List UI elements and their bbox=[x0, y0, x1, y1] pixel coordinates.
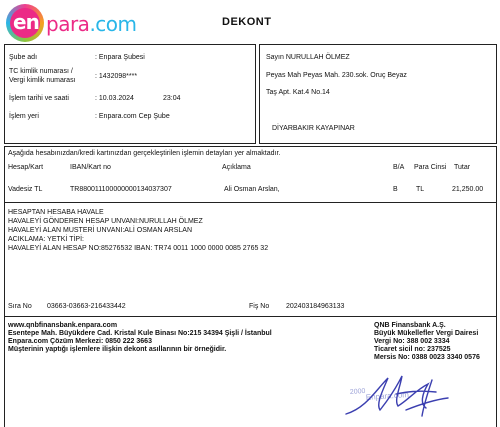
col-header-currency: Para Cinsi bbox=[414, 164, 447, 171]
logo-word: para.com bbox=[46, 12, 137, 36]
customer-address-line2: Taş Apt. Kat.4 No.14 bbox=[266, 89, 330, 96]
tax-id-value: : 1432098**** bbox=[95, 73, 138, 80]
col-header-account: Hesap/Kart bbox=[8, 164, 44, 171]
location-label: İşlem yeri bbox=[9, 113, 39, 120]
customer-greeting: Sayın NURULLAH ÖLMEZ bbox=[266, 54, 350, 61]
support-center: Enpara.com Çözüm Merkezi: 0850 222 3663 bbox=[8, 338, 152, 345]
customer-city: DİYARBAKIR KAYAPINAR bbox=[272, 125, 355, 132]
cell-amount: 21,250.00 bbox=[452, 186, 484, 193]
tax-label: Vergi kimlik numarası bbox=[9, 77, 76, 84]
bank-website: www.qnbfinansbank.enpara.com bbox=[8, 322, 118, 329]
customer-address-box bbox=[259, 44, 497, 144]
svg-text:2000: 2000 bbox=[349, 387, 366, 396]
signature-stamp bbox=[336, 370, 464, 422]
sequence-value: 03663-03663-216433442 bbox=[47, 303, 126, 310]
col-header-iban: IBAN/Kart no bbox=[70, 164, 111, 171]
cell-iban: TR880011100000000134037307 bbox=[70, 186, 172, 193]
enpara-logo bbox=[6, 4, 137, 42]
sequence-label: Sıra No bbox=[8, 303, 32, 310]
trade-registry: Ticaret sicil no: 237525 bbox=[374, 346, 451, 353]
divider bbox=[4, 316, 497, 317]
receipt-note: Müşterinin yaptığı işlemlere ilişkin dekont asıllarının bir örneğidir. bbox=[8, 346, 227, 353]
date-value: : 10.03.2024 bbox=[95, 95, 134, 102]
date-label: İşlem tarihi ve saati bbox=[9, 95, 69, 102]
col-header-ba: B/A bbox=[393, 164, 405, 171]
intro-text: Aşağıda hesabınızdan/kredi kartınızdan gerçekleştirilen işlemin detayları yer almaktadır. bbox=[8, 150, 281, 157]
description-line: HAVALEYİ ALAN MUSTERİ UNVANI:ALİ OSMAN ARSLAN bbox=[8, 227, 192, 234]
tax-number: Vergi No: 388 002 3334 bbox=[374, 338, 450, 345]
divider bbox=[4, 202, 497, 203]
col-header-amount: Tutar bbox=[454, 164, 471, 171]
branch-info-box bbox=[4, 44, 256, 144]
description-line: HAVALEYİ GÖNDEREN HESAP UNVANI:NURULLAH ÖLMEZ bbox=[8, 218, 203, 225]
tc-label: TC kimlik numarası / bbox=[9, 68, 73, 75]
receipt-value: 202403184963133 bbox=[286, 303, 345, 310]
description-line: HAVALEYİ ALAN HESAP NO:85276532 IBAN: TR74 0011 1000 0000 0085 2765 32 bbox=[8, 245, 269, 252]
col-header-description: Açıklama bbox=[222, 164, 251, 171]
bank-name: QNB Finansbank A.Ş. bbox=[374, 322, 446, 329]
description-line: ACIKLAMA: YETKİ TİPİ: bbox=[8, 236, 84, 243]
branch-name-label: Şube adı bbox=[9, 54, 38, 61]
branch-name-value: : Enpara Şubesi bbox=[95, 54, 145, 61]
logo-prefix: en bbox=[13, 10, 39, 34]
document-title: DEKONT bbox=[222, 16, 272, 28]
svg-text:Enpara.com: Enpara.com bbox=[365, 390, 410, 402]
description-line: HESAPTAN HESABA HAVALE bbox=[8, 209, 104, 216]
mersis-number: Mersis No: 0388 0023 3340 0576 bbox=[374, 354, 480, 361]
cell-currency: TL bbox=[416, 186, 425, 193]
cell-description: Ali Osman Arslan, bbox=[224, 186, 280, 193]
bank-address: Esentepe Mah. Büyükdere Cad. Kristal Kule Binası No:215 34394 Şişli / İstanbul bbox=[8, 330, 272, 337]
customer-address-line1: Peyas Mah Peyas Mah. 230.sok. Oruç Beyaz bbox=[266, 72, 407, 79]
time-value: 23:04 bbox=[163, 95, 181, 102]
cell-account: Vadesiz TL bbox=[8, 186, 43, 193]
location-value: : Enpara.com Cep Şube bbox=[95, 113, 170, 120]
cell-ba: B bbox=[393, 186, 398, 193]
tax-office: Büyük Mükellefler Vergi Dairesi bbox=[374, 330, 479, 337]
receipt-label: Fiş No bbox=[249, 303, 270, 310]
